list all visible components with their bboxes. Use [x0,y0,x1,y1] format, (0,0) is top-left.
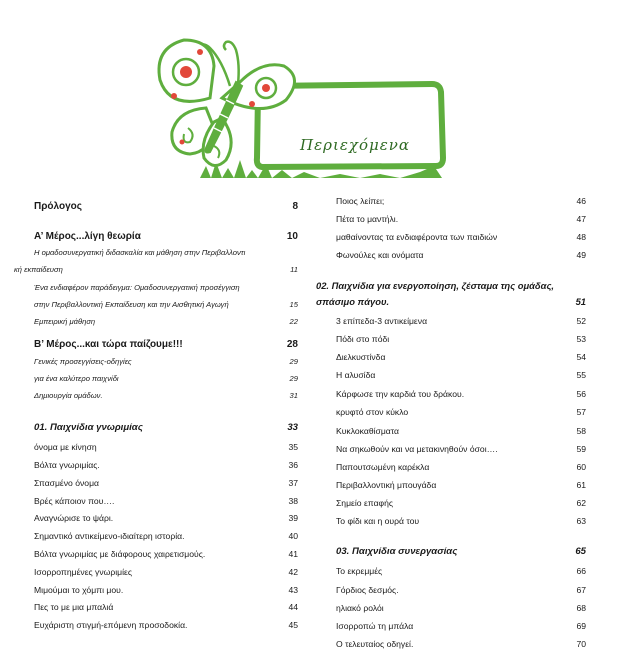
toc-entry-page: 53 [576,334,586,344]
toc-entry-title: Αναγνώρισε το ψάρι. [34,513,114,523]
toc-entry [14,496,298,506]
toc-entry-page: 70 [576,639,586,649]
toc-entry-title: 03. Παιχνίδια συνεργασίας [336,546,458,557]
toc-entry-page: 67 [576,585,586,595]
toc-entry-title: Μιμούμαι το χόμπι μου. [34,585,124,595]
toc-entry [316,426,586,436]
toc-entry [14,201,298,212]
toc-entry-title: Περιβαλλοντική μπουγάδα [336,480,437,490]
toc-entry-title: Το φίδι και η ουρά του [336,516,420,526]
toc-entry-title: Γενικές προσεγγίσεις-οδηγίες [34,357,132,366]
toc-entry-title: Σημείο επαφής [336,498,394,508]
toc-entry-page: 69 [576,621,586,631]
toc-entry [14,391,298,400]
toc-entry-page: 46 [576,196,586,206]
toc-entry-title: 01. Παιχνίδια γνωριμίας [34,422,143,433]
toc-entry-page: 62 [576,498,586,508]
toc-entry-title: Β’ Μέρος...και τώρα παίζουμε!!! [34,339,183,350]
toc-entry-title: Βρές κάποιον που…. [34,496,115,506]
toc-entry [316,462,586,472]
toc-entry [14,602,298,612]
toc-entry [316,444,586,454]
toc-entry [14,567,298,577]
toc-entry [316,639,586,649]
toc-entry-page: 31 [289,391,298,400]
toc-entry-page: 60 [576,462,586,472]
toc-entry-page: 42 [288,567,298,577]
toc-entry-page: 44 [288,602,298,612]
toc-entry-title: σπάσιμο πάγου. [316,296,390,307]
toc-entry [14,317,298,326]
toc-entry-title: ηλιακό ρολόι [336,603,384,613]
toc-entry-title: Παπουτσωμένη καρέκλα [336,462,430,472]
toc-entry [14,283,298,292]
toc-entry-page: 28 [286,339,298,350]
toc-entry [316,546,586,557]
toc-entry [316,280,586,291]
toc-entry [14,422,298,433]
toc-entry [316,250,586,260]
toc-entry [316,370,586,380]
toc-entry [14,460,298,470]
toc-entry-title: 02. Παιχνίδια για ενεργοποίηση, ζέσταμα της ομάδας, [316,280,555,291]
toc-entry-page: 58 [576,426,586,436]
toc-entry-page: 47 [576,214,586,224]
toc-entry-page: 10 [286,231,298,242]
toc-entry-page: 61 [576,480,586,490]
toc-entry-title: Βόλτα γνωριμίας. [34,460,100,470]
toc-entry-title: στην Περιβαλλοντική Εκπαίδευση και την Αισθητική Αγωγή [34,300,229,309]
toc-entry [316,334,586,344]
toc-entry-title: Πέτα το μαντήλι. [336,214,399,224]
toc-entry [14,231,298,242]
toc-entry [316,352,586,362]
toc-entry-page: 29 [289,374,298,383]
toc-entry-page: 66 [576,566,586,576]
toc-entry-title: Φωνούλες και ονόματα [336,250,424,260]
toc-entry-page: 15 [289,300,298,309]
toc-entry-title: Βόλτα γνωριμίας με διάφορους χαιρετισμούς. [34,549,206,559]
toc-entry-title: Πες το με μια μπαλιά [34,602,114,612]
toc-entry-page: 39 [288,513,298,523]
toc-entry-title: Κάρφωσε την καρδιά του δράκου. [336,389,465,399]
toc-entry-page: 35 [288,442,298,452]
toc-entry-page: 59 [576,444,586,454]
toc-entry-page: 37 [288,478,298,488]
toc-entry-title: 3 επίπεδα-3 αντικείμενα [336,316,428,326]
toc-entry [14,374,298,383]
toc-entry-title: Πρόλογος [34,201,82,212]
toc-entry [316,480,586,490]
toc-entry-title: κρυφτό στον κύκλο [336,407,409,417]
toc-entry [316,316,586,326]
toc-entry-page: 41 [288,549,298,559]
toc-entry [14,357,298,366]
toc-entry-title: Η ομαδοσυνεργατική διδασκαλία και μάθηση στην Περιβαλλοντι [34,248,246,257]
toc-entry-title: μαθαίνοντας τα ενδιαφέροντα των παιδιών [336,232,498,242]
toc-entry-page: 48 [576,232,586,242]
toc-entry-title: Ισορροπώ τη μπάλα [336,621,414,631]
toc-entry-title: Δημιουργία ομάδων. [34,391,103,400]
toc-entry [14,549,298,559]
toc-entry [14,478,298,488]
toc-entry-page: 56 [576,389,586,399]
toc-entry [316,296,586,307]
header-butterfly-illustration [0,0,638,200]
toc-entry-title: Σημαντικό αντικείμενο-ιδιαίτερη ιστορία. [34,531,185,541]
toc-entry-page: 43 [288,585,298,595]
toc-entry-title: Εμπειρική μάθηση [34,317,96,326]
toc-entry [316,603,586,613]
toc-entry-title: Να σηκωθούν και να μετακινηθούν όσοι…. [336,444,498,454]
toc-entry-title: Ένα ενδιαφέρον παράδειγμα: Ομαδοσυνεργατική προσέγγιση [34,283,240,292]
toc-entry-title: κή εκπαίδευση [14,265,63,274]
toc-entry [316,585,586,595]
toc-entry-page: 8 [292,201,298,212]
toc-entry-title: όνομα με κίνηση [34,442,97,452]
toc-entry-page: 51 [575,296,586,307]
page-title: Περιεχόμενα [300,136,411,154]
toc-entry-page: 33 [287,422,298,433]
toc-entry [316,621,586,631]
toc-entry-title: Πόδι στο πόδι [336,334,390,344]
toc-entry-page: 57 [576,407,586,417]
toc-entry [316,407,586,417]
toc-entry [316,214,586,224]
toc-entry [316,498,586,508]
toc-entry-title: Γόρδιος δεσμός. [336,585,399,595]
toc-entry-page: 52 [576,316,586,326]
toc-entry-title: Ο τελευταίος οδηγεί. [336,639,414,649]
toc-entry [14,248,298,257]
toc-entry-page: 11 [290,265,298,274]
toc-entry-page: 68 [576,603,586,613]
toc-entry [14,585,298,595]
toc-entry-title: Σπασμένο όνομα [34,478,100,488]
toc-entry-page: 54 [576,352,586,362]
toc-entry [316,516,586,526]
toc-entry-page: 40 [288,531,298,541]
toc-entry [14,513,298,523]
toc-entry-title: Ευχάριστη στιγμή-επόμενη προσοδοκία. [34,620,188,630]
toc-entry [14,531,298,541]
toc-entry-title: Α’ Μέρος...λίγη θεωρία [34,231,141,242]
toc-entry-page: 36 [288,460,298,470]
toc-entry [14,442,298,452]
toc-entry [316,232,586,242]
toc-entry-title: Ισορροπημένες γνωριμίες [34,567,132,577]
toc-entry-page: 65 [575,546,586,557]
toc-entry-title: Ποιος λείπει; [336,196,385,206]
toc-entry [14,265,298,274]
toc-entry-page: 29 [289,357,298,366]
toc-entry [316,566,586,576]
toc-entry-title: Το εκρεμμές [336,566,383,576]
toc-entry [14,620,298,630]
toc-entry-title: Κυκλοκαθίσματα [336,426,399,436]
toc-entry-page: 22 [289,317,298,326]
toc-entry [316,389,586,399]
toc-entry-title: για ένα καλύτερο παιχνίδι [34,374,119,383]
toc-entry-title: Διελκυστίνδα [336,352,386,362]
toc-entry-page: 63 [576,516,586,526]
toc-entry-page: 45 [288,620,298,630]
toc-entry [14,300,298,309]
toc-entry-title: Η αλυσίδα [336,370,376,380]
toc-entry [14,339,298,350]
toc-entry-page: 55 [576,370,586,380]
toc-entry-page: 38 [288,496,298,506]
toc-entry [316,196,586,206]
toc-entry-page: 49 [576,250,586,260]
